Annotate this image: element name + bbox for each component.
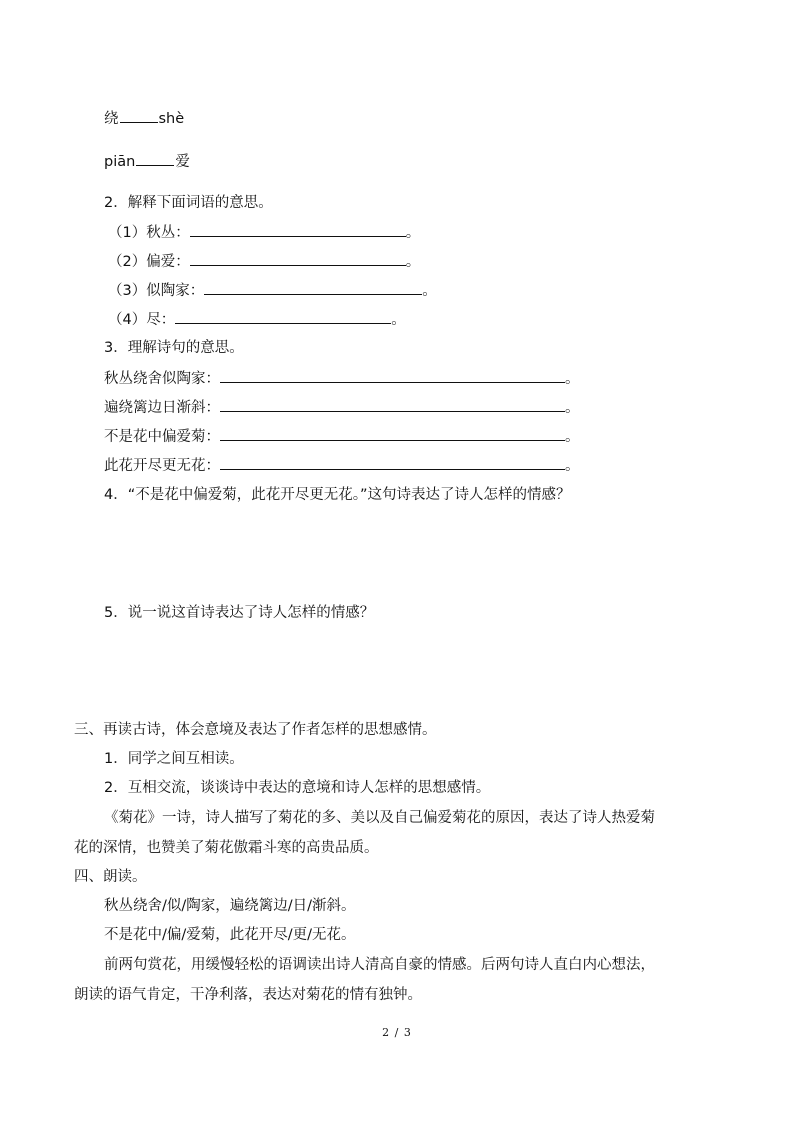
period: 。 (565, 458, 580, 474)
question-4: 4．“不是花中偏爱菊，此花开尽更无花。”这句诗表达了诗人怎样的情感？ (104, 487, 571, 503)
answer-blank[interactable] (220, 397, 565, 412)
answer-blank[interactable] (190, 251, 406, 266)
answer-blank[interactable] (220, 426, 565, 441)
q2-item-1 (108, 222, 420, 243)
pinyin-row-1 (104, 108, 184, 129)
answer-blank[interactable] (175, 309, 391, 324)
answer-blank[interactable] (220, 368, 565, 383)
pinyin-char: 爱 (175, 154, 190, 170)
question-2-title: 2．解释下面词语的意思。 (104, 195, 273, 211)
q3-item-label: 不是花中偏爱菊： (104, 429, 220, 445)
period: 。 (405, 254, 421, 270)
section-4-paragraph-line-2: 朗读的语气肯定，干净利落，表达对菊花的情有独钟。 (74, 987, 422, 1003)
q3-item-label: 秋丛绕舍似陶家： (104, 371, 220, 387)
answer-blank[interactable] (190, 222, 406, 237)
pinyin-row-2 (104, 151, 190, 172)
q2-item-label: （2）偏爱： (108, 254, 190, 270)
q2-item-2 (108, 251, 420, 272)
pinyin-char: 绕 (104, 111, 119, 127)
section-3-item-2: 2．互相交流，谈谈诗中表达的意境和诗人怎样的思想感情。 (104, 780, 491, 796)
q2-item-4 (108, 309, 406, 330)
period: 。 (391, 312, 406, 328)
poem-line-1: 秋丛绕舍/似/陶家，遍绕篱边/日/渐斜。 (104, 898, 356, 914)
q2-item-3 (108, 280, 437, 301)
pinyin-text: shè (158, 111, 185, 127)
section-4-heading: 四、朗读。 (74, 869, 147, 885)
q3-item-label: 此花开尽更无花： (104, 458, 220, 474)
section-3-paragraph-line-1: 《菊花》一诗，诗人描写了菊花的多、美以及自己偏爱菊花的原因，表达了诗人热爱菊 (104, 810, 655, 826)
q2-item-label: （3）似陶家： (108, 283, 205, 299)
section-3-heading: 三、再读古诗，体会意境及表达了作者怎样的思想感情。 (74, 722, 437, 738)
period: 。 (565, 429, 580, 445)
answer-blank[interactable] (136, 151, 174, 166)
q2-item-label: （4）尽： (108, 312, 176, 328)
q3-item-4 (104, 455, 580, 476)
section-3-item-1: 1．同学之间互相读。 (104, 751, 244, 767)
question-3-title: 3．理解诗句的意思。 (104, 340, 244, 356)
q2-item-label: （1）秋丛： (108, 225, 190, 241)
page-number: 2 / 3 (382, 1026, 412, 1039)
period: 。 (565, 400, 580, 416)
period: 。 (565, 371, 580, 387)
period: 。 (422, 283, 437, 299)
pinyin-text: piān (104, 154, 136, 170)
poem-line-2: 不是花中/偏/爱菊，此花开尽/更/无花。 (104, 927, 356, 943)
question-5: 5．说一说这首诗表达了诗人怎样的情感？ (104, 605, 375, 621)
q3-item-2 (104, 397, 580, 418)
answer-blank[interactable] (220, 455, 565, 470)
q3-item-label: 遍绕篱边日渐斜： (104, 400, 220, 416)
answer-blank[interactable] (204, 280, 422, 295)
section-3-paragraph-line-2: 花的深情，也赞美了菊花傲霜斗寒的高贵品质。 (74, 840, 379, 856)
answer-blank[interactable] (120, 108, 158, 123)
q3-item-1 (104, 368, 580, 389)
period: 。 (405, 225, 421, 241)
q3-item-3 (104, 426, 580, 447)
section-4-paragraph-line-1: 前两句赏花，用缓慢轻松的语调读出诗人清高自豪的情感。后两句诗人直白内心想法， (104, 957, 655, 973)
